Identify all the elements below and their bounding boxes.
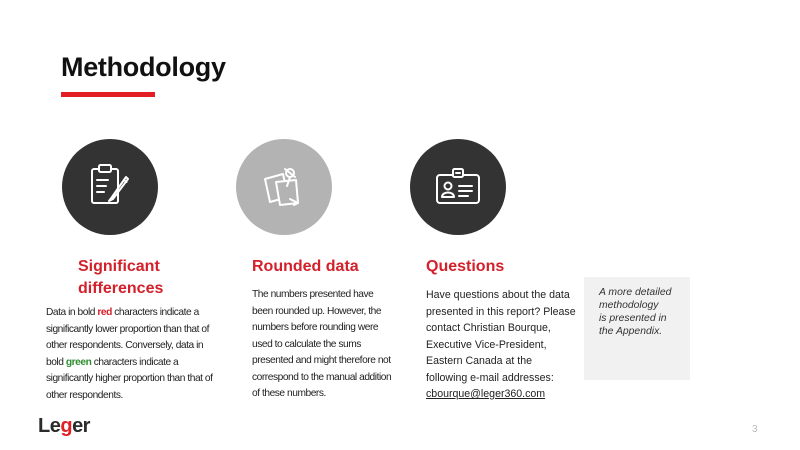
logo-text: er xyxy=(72,415,90,437)
questions-text xyxy=(426,287,576,403)
text-segment: Data in bold xyxy=(46,307,98,318)
page-number: 3 xyxy=(752,424,758,435)
sticky-notes-pin-icon xyxy=(236,139,332,235)
title-underline xyxy=(61,92,155,97)
red-keyword: red xyxy=(97,307,112,318)
page-title: Methodology xyxy=(61,52,226,82)
clipboard-pen-icon xyxy=(62,139,158,235)
text-segment: characters indicate a significantly higher proportion than that of other respondents. xyxy=(46,356,213,401)
text-segment: characters indicate a significantly lower proportion than that of other respondents. Conversely, data in bold xyxy=(46,307,209,368)
rounded-data-text: The numbers presented have been rounded up. However, the numbers before rounding were used to calculate the sums presented and might therefore not correspond to the manual addition of these numbers. xyxy=(252,289,392,399)
appendix-note xyxy=(599,286,682,338)
note-line: A more detailed xyxy=(599,287,672,298)
questions-heading: Questions xyxy=(426,258,505,275)
significant-differences-text xyxy=(46,305,218,404)
green-keyword: green xyxy=(65,356,92,368)
appendix-note-box xyxy=(584,277,690,380)
logo-text: Le xyxy=(38,415,61,437)
logo-accent-letter: g xyxy=(60,415,73,437)
rounded-data-heading: Rounded data xyxy=(252,258,359,275)
contact-email-link[interactable]: cbourque@leger360.com xyxy=(426,388,546,400)
id-badge-icon xyxy=(410,139,506,235)
significant-differences-heading: Significant differences xyxy=(78,258,164,297)
leger-logo xyxy=(38,415,90,438)
note-line: the Appendix. xyxy=(599,326,663,337)
note-line: is presented in xyxy=(599,313,667,324)
questions-body: Have questions about the data presented in this report? Please contact Christian Bourque, Executive Vice-President, Eastern Canada at the following e-mail addresses: xyxy=(426,289,576,384)
note-line: methodology xyxy=(599,300,659,311)
